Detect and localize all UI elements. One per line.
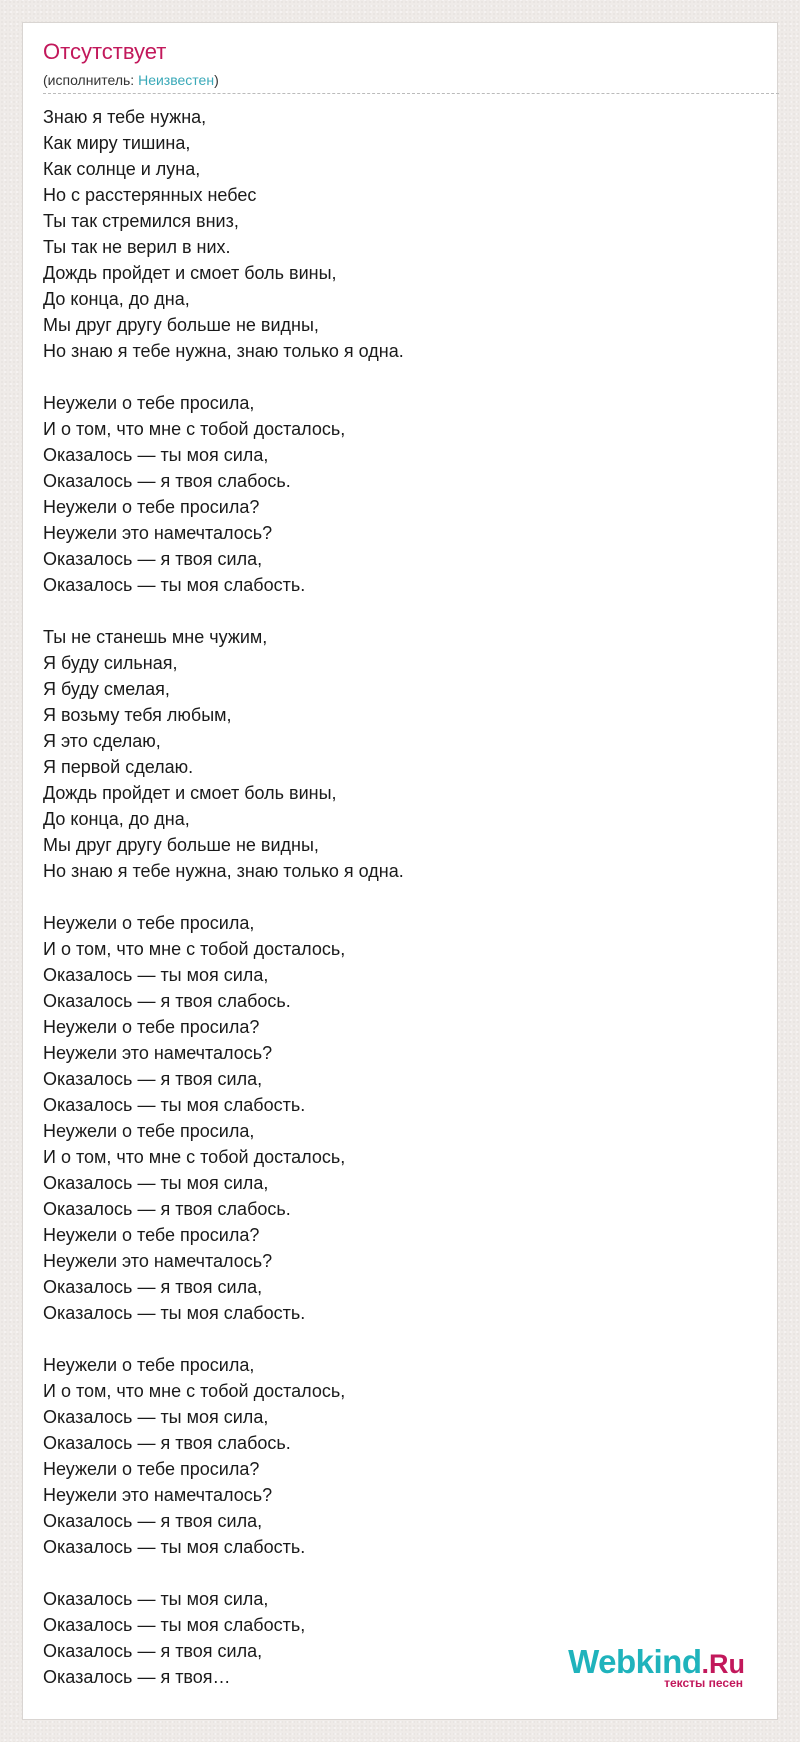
lyric-line: Оказалось — ты моя слабость, xyxy=(43,1615,306,1635)
lyric-line: Неужели о тебе просила? xyxy=(43,1017,260,1037)
logo-tld: .Ru xyxy=(701,1649,745,1679)
lyric-line: Мы друг другу больше не видны, xyxy=(43,315,319,335)
lyric-line: Оказалось — я твоя сила, xyxy=(43,1277,263,1297)
lyric-line: Дождь пройдет и смоет боль вины, xyxy=(43,263,337,283)
lyric-line: Я это сделаю, xyxy=(43,731,161,751)
lyric-line: Оказалось — ты моя слабость. xyxy=(43,1303,306,1323)
lyrics-card xyxy=(22,22,778,1720)
artist-line xyxy=(43,73,219,87)
lyric-line: Оказалось — ты моя сила, xyxy=(43,1407,269,1427)
lyric-line: Неужели это намечталось? xyxy=(43,1485,273,1505)
lyric-line: Оказалось — я твоя сила, xyxy=(43,1069,263,1089)
lyrics-text xyxy=(43,104,743,1690)
lyric-line: Неужели о тебе просила, xyxy=(43,913,255,933)
lyric-line: Но с расстерянных небес xyxy=(43,185,257,205)
lyric-line: До конца, до дна, xyxy=(43,809,190,829)
lyric-line: Оказалось — я твоя слабось. xyxy=(43,471,291,491)
lyric-line: Оказалось — ты моя слабость. xyxy=(43,575,306,595)
lyric-line: И о том, что мне с тобой досталось, xyxy=(43,939,346,959)
artist-suffix: ) xyxy=(214,72,219,88)
lyric-line: Знаю я тебе нужна, xyxy=(43,107,207,127)
lyric-line: Я буду смелая, xyxy=(43,679,170,699)
lyric-line: Дождь пройдет и смоет боль вины, xyxy=(43,783,337,803)
stanza xyxy=(43,1352,743,1560)
lyric-line: Я первой сделаю. xyxy=(43,757,194,777)
lyric-line: Оказалось — я твоя… xyxy=(43,1667,231,1687)
lyric-line: Оказалось — ты моя сила, xyxy=(43,965,269,985)
lyric-line: Оказалось — я твоя слабось. xyxy=(43,1433,291,1453)
lyric-line: Мы друг другу больше не видны, xyxy=(43,835,319,855)
lyric-line: Ты не станешь мне чужим, xyxy=(43,627,268,647)
lyric-line: Оказалось — ты моя сила, xyxy=(43,445,269,465)
song-title: Отсутствует xyxy=(43,39,167,64)
lyric-line: Неужели это намечталось? xyxy=(43,1043,273,1063)
lyric-line: И о том, что мне с тобой досталось, xyxy=(43,1381,346,1401)
logo-name: Webkind xyxy=(568,1643,702,1680)
lyric-line: Неужели о тебе просила, xyxy=(43,393,255,413)
lyric-line: Я буду сильная, xyxy=(43,653,178,673)
site-logo[interactable] xyxy=(545,1645,745,1689)
lyric-line: Оказалось — я твоя слабось. xyxy=(43,1199,291,1219)
stanza xyxy=(43,624,743,884)
stanza xyxy=(43,104,743,364)
lyric-line: И о том, что мне с тобой досталось, xyxy=(43,419,346,439)
lyric-line: Оказалось — ты моя сила, xyxy=(43,1173,269,1193)
lyric-line: Неужели это намечталось? xyxy=(43,1251,273,1271)
stanza xyxy=(43,910,743,1326)
lyric-line: Оказалось — я твоя сила, xyxy=(43,1641,263,1661)
lyric-line: До конца, до дна, xyxy=(43,289,190,309)
lyric-line: И о том, что мне с тобой досталось, xyxy=(43,1147,346,1167)
lyric-line: Как миру тишина, xyxy=(43,133,191,153)
lyric-line: Неужели о тебе просила? xyxy=(43,1225,260,1245)
lyric-line: Оказалось — ты моя слабость. xyxy=(43,1095,306,1115)
logo-tagline: тексты песен xyxy=(664,1676,743,1690)
lyric-line: Оказалось — ты моя слабость. xyxy=(43,1537,306,1557)
lyric-line: Но знаю я тебе нужна, знаю только я одна. xyxy=(43,341,404,361)
lyric-line: Оказалось — я твоя слабось. xyxy=(43,991,291,1011)
lyric-line: Но знаю я тебе нужна, знаю только я одна. xyxy=(43,861,404,881)
lyric-line: Неужели это намечталось? xyxy=(43,523,273,543)
stanza xyxy=(43,390,743,598)
lyric-line: Как солнце и луна, xyxy=(43,159,201,179)
lyric-line: Неужели о тебе просила? xyxy=(43,497,260,517)
lyric-line: Неужели о тебе просила? xyxy=(43,1459,260,1479)
lyric-line: Неужели о тебе просила, xyxy=(43,1121,255,1141)
artist-prefix: (исполнитель: xyxy=(43,72,139,88)
lyric-line: Ты так стремился вниз, xyxy=(43,211,239,231)
lyric-line: Ты так не верил в них. xyxy=(43,237,231,257)
artist-link[interactable]: Неизвестен xyxy=(138,72,215,88)
lyric-line: Оказалось — я твоя сила, xyxy=(43,1511,263,1531)
lyric-line: Оказалось — ты моя сила, xyxy=(43,1589,269,1609)
lyric-line: Оказалось — я твоя сила, xyxy=(43,549,263,569)
divider xyxy=(43,93,779,94)
lyric-line: Неужели о тебе просила, xyxy=(43,1355,255,1375)
lyric-line: Я возьму тебя любым, xyxy=(43,705,232,725)
